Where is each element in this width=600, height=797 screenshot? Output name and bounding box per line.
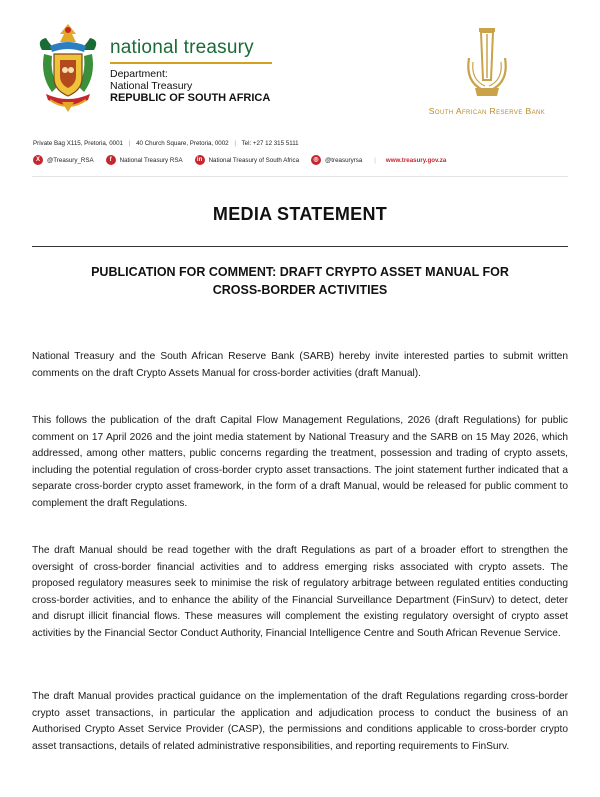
sarb-logo [455, 22, 519, 100]
dept-line-3: REPUBLIC OF SOUTH AFRICA [110, 92, 271, 104]
separator: | [128, 140, 131, 147]
postal-address: Private Bag X115, Pretoria, 0001 [33, 140, 124, 147]
separator: | [234, 140, 236, 147]
letterhead [32, 20, 572, 120]
street-address: 40 Church Square, Pretoria, 0002 [136, 140, 229, 147]
social-label: @treasuryrsa [325, 156, 363, 164]
coat-of-arms-logo [32, 20, 104, 116]
instagram-icon: ◎ [311, 155, 321, 165]
page-title: MEDIA STATEMENT [212, 204, 388, 224]
treasury-brand [110, 38, 272, 104]
body-paragraph-1: National Treasury and the South African Reserve Bank (SARB) hereby invite interested parties to submit written comments on the draft Crypto Assets Manual for cross-border activities (draft Manual). [32, 351, 568, 379]
statement-subtitle [40, 263, 560, 299]
title-divider [32, 246, 568, 247]
website-link[interactable]: www.treasury.gov.za [385, 156, 447, 164]
social-instagram[interactable] [311, 155, 362, 165]
brand-underline [110, 62, 272, 64]
sarb-name: South African Reserve Bank [428, 106, 546, 116]
social-links [33, 155, 446, 165]
contact-divider [32, 176, 568, 177]
body-paragraph-2: This follows the publication of the draft Capital Flow Management Regulations, 2026 (draft Regulations) for public comment on 17 April 2026 and the joint media statement by National Treasury and the SARB on 15 May 2026, which addressed, among other matters, public concerns regarding the treatment, possession and trading of crypto assets, including the potential regulation of cross-border crypto asset transactions. The joint statement further indicated that a separate cross-border crypto asset framework, in the form of a draft Manual, would be released for public comment to complement the draft Regulations. [32, 415, 568, 509]
x-icon: X [33, 155, 43, 165]
linkedin-icon: in [195, 155, 205, 165]
social-label: @Treasury_RSA [47, 156, 94, 164]
contact-address [33, 140, 299, 147]
social-x[interactable] [33, 155, 94, 165]
subtitle-line-2: CROSS-BORDER ACTIVITIES [212, 283, 388, 297]
brand-name: national treasury [110, 37, 254, 58]
subtitle-line-1: PUBLICATION FOR COMMENT: DRAFT CRYPTO ASSET MANUAL FOR [91, 265, 509, 279]
dept-line-2: National Treasury [110, 80, 193, 92]
separator: | [374, 156, 376, 164]
social-facebook[interactable] [106, 155, 183, 165]
dept-line-1: Department: [110, 68, 168, 80]
social-label: National Treasury of South Africa [208, 156, 300, 164]
telephone: Tel: +27 12 315 5111 [241, 140, 299, 147]
sarb-logo-block [402, 22, 572, 120]
facebook-icon: f [106, 155, 116, 165]
social-label: National Treasury RSA [119, 156, 183, 164]
body-paragraph-3: The draft Manual should be read together with the draft Regulations as part of a broader effort to strengthen the oversight of cross-border financial activities and to address emerging risks associated with crypto assets. The proposed regulatory measures seek to minimise the risk of regulatory arbitrage between regulated entities conducting cross-border activities, and to enhance the ability of the Financial Surveillance Department (FinSurv) to detect, deter and disrupt illicit financial flows. These measures will complement the existing regulatory oversight of crypto asset activities by the Financial Sector Conduct Authority, Financial Intelligence Centre and South African Revenue Service. [32, 545, 568, 639]
body-paragraph-4: The draft Manual provides practical guidance on the implementation of the draft Regulations regarding cross-border crypto asset transactions, in particular the application and adjudication process to conduct the business of an Authorised Crypto Asset Service Provider (CASP), the permissions and conditions applicable to cross-border crypto asset transactions, details of related administrative responsibilities, and reporting requirements to FinSurv. [32, 691, 568, 752]
social-linkedin[interactable] [195, 155, 299, 165]
